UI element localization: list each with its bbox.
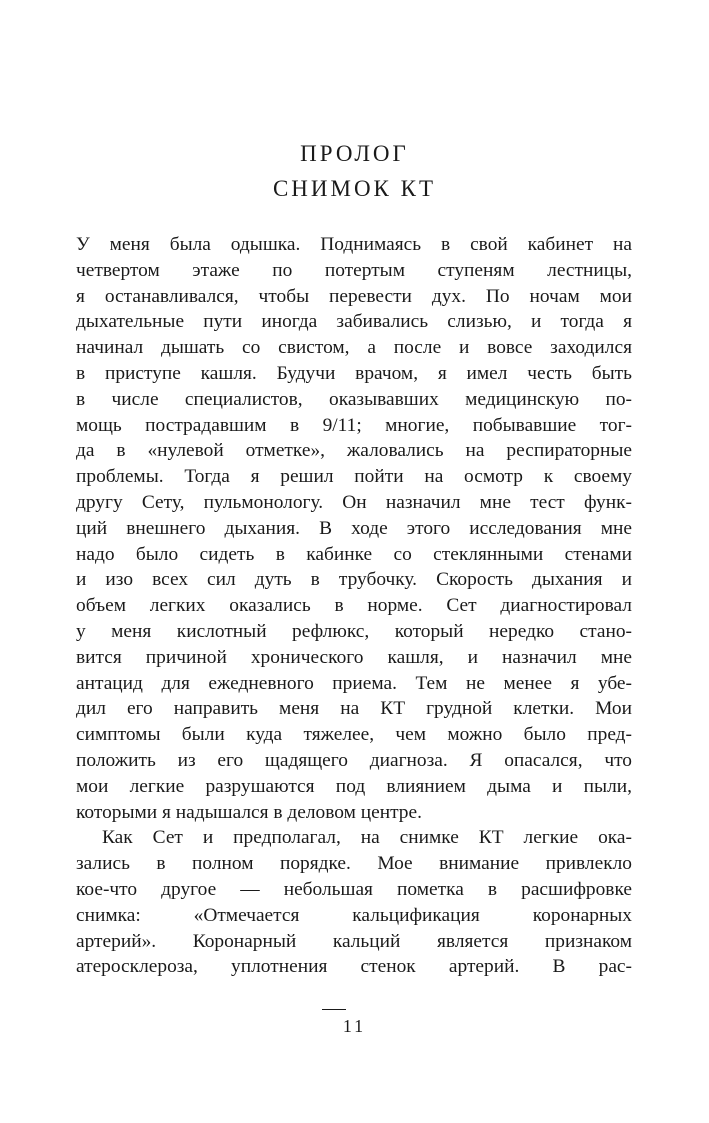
text-line: дыхательные пути иногда забивались слизью, и тогда я: [76, 311, 632, 333]
text-line: дил его направить меня на КТ грудной клетки. Мои: [76, 698, 632, 720]
text-line: другу Сету, пульмонологу. Он назначил мне тест функ-: [76, 491, 632, 513]
text-line: объем легких оказались в норме. Сет диагностировал: [76, 595, 632, 617]
paragraph: [76, 232, 632, 825]
text-line: в приступе кашля. Будучи врачом, я имел честь быть: [76, 362, 632, 384]
text-line: мощь пострадавшим в 9/11; многие, побывавшие тог-: [76, 414, 632, 436]
text-line: и изо всех сил дуть в трубочку. Скорость дыхания и: [76, 569, 632, 591]
text-line: У меня была одышка. Поднимаясь в свой кабинет на: [76, 234, 632, 255]
text-line: начинал дышать со свистом, а после и вовсе заходился: [76, 337, 632, 359]
body-text: [76, 232, 632, 980]
page-number: 11: [342, 1016, 367, 1036]
text-line: артерий». Коронарный кальций является признаком: [76, 930, 632, 952]
chapter-title: СНИМОК КТ: [272, 176, 437, 201]
text-line: кое-что другое — небольшая пометка в расшифровке: [76, 878, 632, 900]
text-line: проблемы. Тогда я решил пойти на осмотр к своему: [76, 466, 632, 488]
text-line: мои легкие разрушаются под влиянием дыма и пыли,: [76, 775, 632, 797]
paragraph: [76, 825, 632, 980]
text-line: да в «нулевой отметке», жаловались на респираторные: [76, 440, 632, 462]
text-line: атеросклероза, уплотнения стенок артерий. В рас-: [76, 956, 632, 978]
text-line: ций внешнего дыхания. В ходе этого исследования мне: [76, 517, 632, 539]
text-line: у меня кислотный рефлюкс, который нередко стано-: [76, 620, 632, 642]
chapter-label: ПРОЛОГ: [300, 141, 409, 166]
text-line: которыми я надышался в деловом центре.: [76, 801, 422, 823]
text-line: снимка: «Отмечается кальцификация коронарных: [76, 904, 632, 926]
page-number-rule: [322, 1009, 346, 1010]
text-line: четвертом этаже по потертым ступеням лестницы,: [76, 259, 632, 281]
text-line: симптомы были куда тяжелее, чем можно было пред-: [76, 724, 632, 746]
text-line: в числе специалистов, оказывавших медицинскую по-: [76, 388, 632, 410]
text-line: положить из его щадящего диагноза. Я опасался, что: [76, 749, 632, 771]
text-line: антацид для ежедневного приема. Тем не менее я убе-: [76, 672, 632, 694]
text-line: надо было сидеть в кабинке со стеклянными стенами: [76, 543, 632, 565]
text-line: вится причиной хронического кашля, и назначил мне: [76, 646, 632, 668]
text-line: зались в полном порядке. Мое внимание привлекло: [76, 853, 632, 875]
text-line: я останавливался, чтобы перевести дух. По ночам мои: [76, 285, 632, 307]
text-line: Как Сет и предполагал, на снимке КТ легкие ока-: [102, 827, 632, 849]
